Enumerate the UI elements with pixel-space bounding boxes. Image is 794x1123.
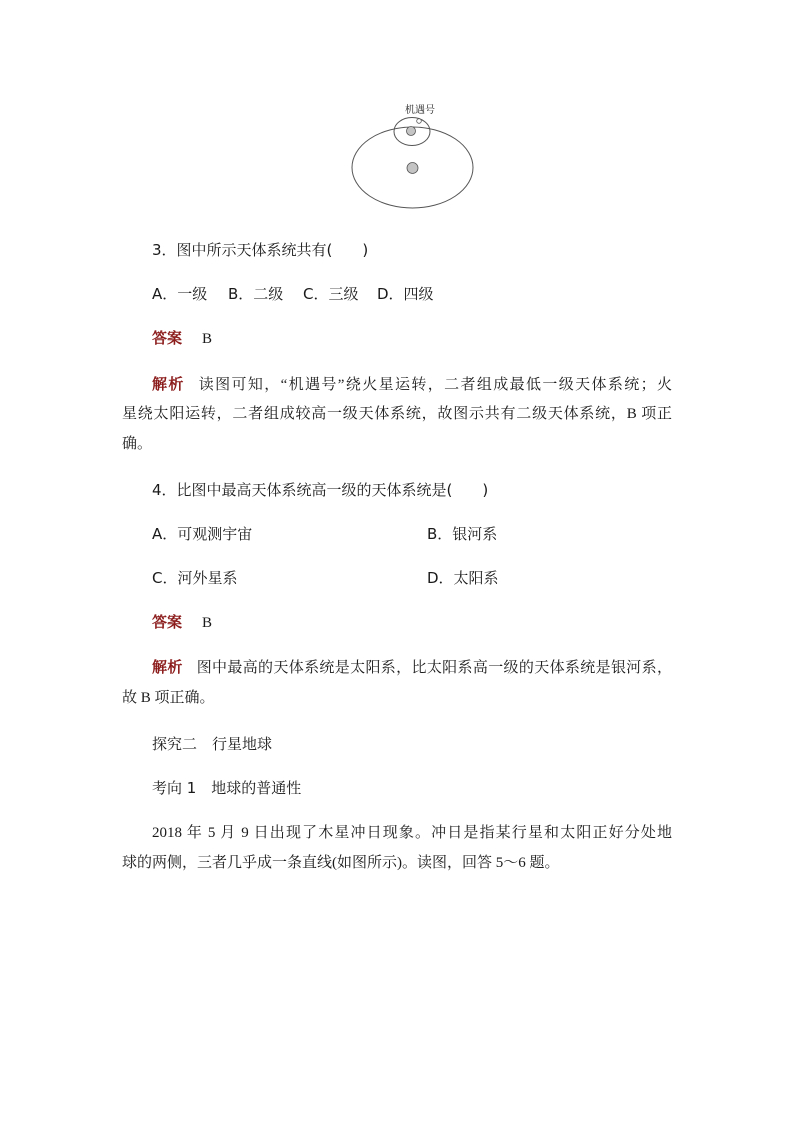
answer-value: B [202, 331, 213, 347]
analysis-text: 图中最高的天体系统是太阳系，比太阳系高一级的天体系统是银河系， [196, 660, 672, 676]
q3-stem: 3．图中所示天体系统共有( ) [152, 241, 369, 259]
section-subtitle: 考向 1 地球的普通性 [152, 779, 302, 797]
q4-option-c: C．河外星系 [152, 569, 238, 587]
analysis-label: 解析 [152, 660, 183, 676]
q3-analysis-line-1 [152, 375, 672, 395]
answer-label: 答案 [152, 615, 183, 631]
q4-option-a: A．可观测宇宙 [152, 525, 253, 543]
q4-option-b: B．银河系 [427, 525, 498, 543]
q3-analysis-line-2: 星绕太阳运转，二者组成较高一级天体系统，故图示共有二级天体系统，B 项正 [122, 406, 672, 422]
rover-circle [417, 119, 422, 124]
q3-option-b: B．二级 [228, 285, 284, 303]
intro-line-2: 球的两侧，三者几乎成一条直线(如图所示)。读图，回答 5～6 题。 [122, 855, 560, 871]
analysis-label: 解析 [152, 377, 185, 393]
q3-answer [152, 329, 212, 349]
section-title: 探究二 行星地球 [152, 735, 273, 753]
orbit-diagram [340, 98, 485, 213]
figure-label: 机遇号 [405, 105, 435, 116]
q3-option-d: D．四级 [377, 285, 434, 303]
answer-value: B [202, 615, 213, 631]
mars-circle [407, 127, 416, 136]
q3-analysis-line-3: 确。 [122, 436, 153, 452]
analysis-text: 读图可知，“机遇号”绕火星运转，二者组成最低一级天体系统；火 [198, 377, 672, 393]
sun-circle [407, 163, 418, 174]
q3-option-a: A．一级 [152, 285, 208, 303]
q4-analysis-line-1 [152, 658, 672, 678]
q4-stem: 4．比图中最高天体系统高一级的天体系统是( ) [152, 481, 489, 499]
answer-label: 答案 [152, 331, 183, 347]
intro-line-1: 2018 年 5 月 9 日出现了木星冲日现象。冲日是指某行星和太阳正好分处地 [152, 825, 672, 841]
q4-analysis-line-2: 故 B 项正确。 [122, 690, 215, 706]
q3-option-c: C．三级 [303, 285, 359, 303]
q4-option-d: D．太阳系 [427, 569, 499, 587]
q4-answer [152, 613, 212, 633]
